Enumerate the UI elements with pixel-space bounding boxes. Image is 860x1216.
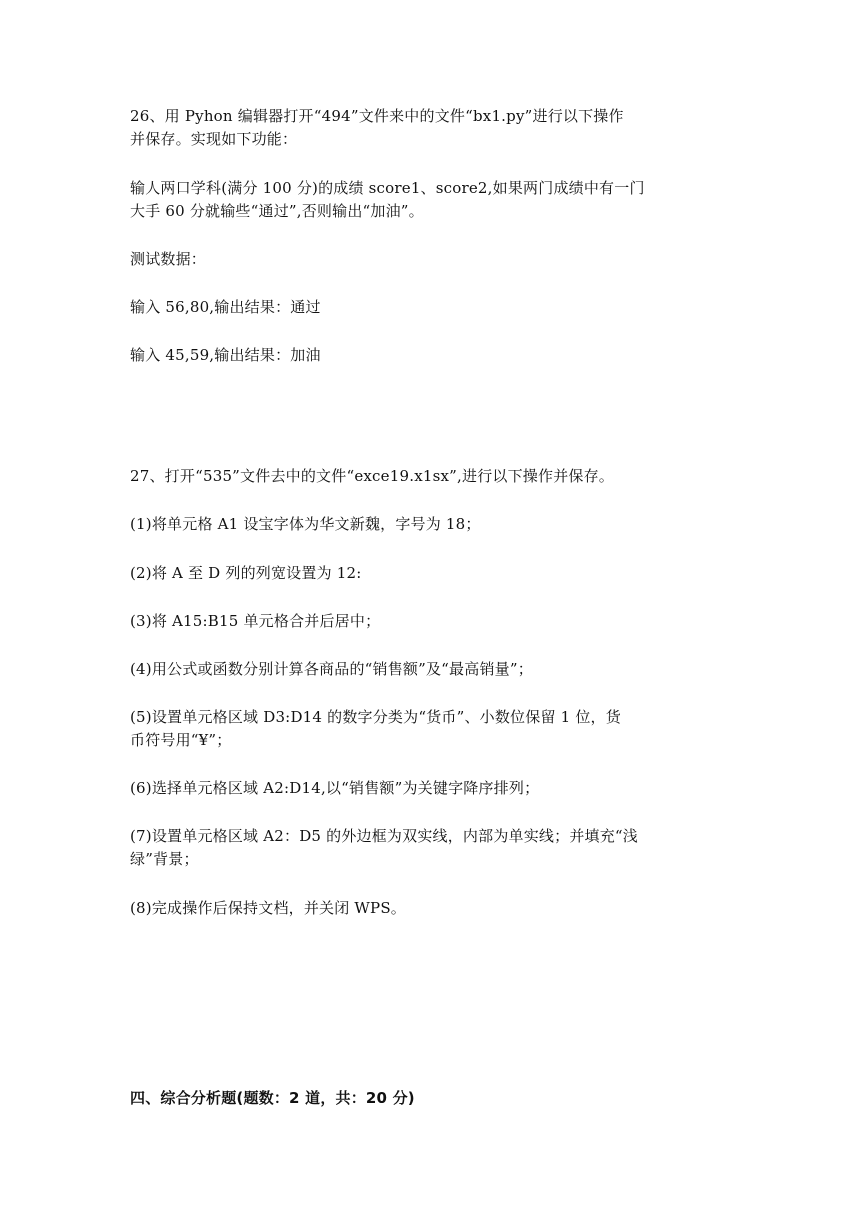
- section-4-heading: 四、综合分析题(题数：2 道，共：20 分): [130, 1089, 415, 1107]
- q27-step-5-line2: 币符号用“¥”；: [130, 731, 232, 749]
- q27-step-8: (8)完成操作后保持文档，并关闭 WPS。: [130, 899, 407, 917]
- q27-step-7-line2: 绿”背景；: [130, 850, 199, 868]
- q26-line2: 并保存。实现如下功能：: [130, 130, 298, 148]
- q27-step-6: (6)选择单元格区域 A2:D14,以“销售额”为关键字降序排列；: [130, 779, 540, 797]
- q27-step-1: (1)将单元格 A1 设宝字体为华文新魏，字号为 18；: [130, 515, 481, 533]
- q26-line1: 26、用 Pyhon 编辑器打开“494”文件来中的文件“bx1.py”进行以下操作: [130, 107, 624, 125]
- q26-desc-line2: 大手 60 分就输些“通过”,否则输出“加油”。: [130, 202, 424, 220]
- q26-desc-line1: 输人两口学科(满分 100 分)的成绩 score1、score2,如果两门成绩中有一门: [130, 179, 645, 197]
- q26-test-case-1: 输入 56,80,输出结果：通过: [130, 298, 321, 316]
- q27-step-2: (2)将 A 至 D 列的列宽设置为 12:: [130, 564, 362, 582]
- q26-test-label: 测试数据：: [130, 250, 207, 268]
- q27-step-5-line1: (5)设置单元格区域 D3:D14 的数字分类为“货币”、小数位保留 1 位，货: [130, 708, 621, 726]
- q27-step-7-line1: (7)设置单元格区域 A2：D5 的外边框为双实线，内部为单实线；并填充“浅: [130, 827, 639, 845]
- q27-step-4: (4)用公式或函数分别计算各商品的“销售额”及“最高销量”；: [130, 660, 533, 678]
- q26-test-case-2: 输入 45,59,输出结果：加油: [130, 346, 321, 364]
- q27-title: 27、打开“535”文件去中的文件“exce19.x1sx”,进行以下操作并保存。: [130, 467, 614, 485]
- q27-step-3: (3)将 A15:B15 单元格合并后居中；: [130, 612, 381, 630]
